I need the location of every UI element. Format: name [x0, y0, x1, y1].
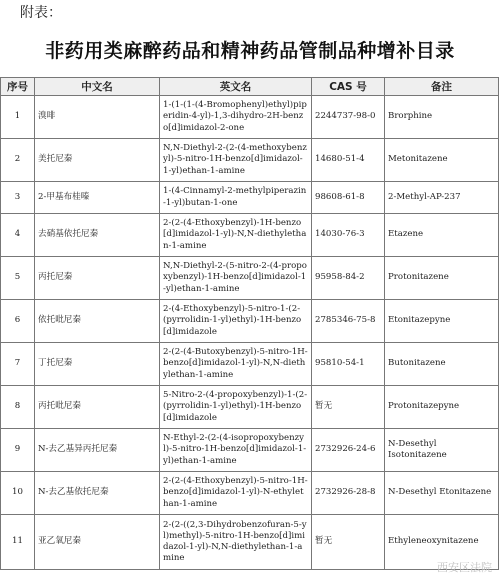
- table-row: [1, 386, 499, 429]
- cell-no: 2: [1, 139, 35, 182]
- cell-note: Protonitazepyne: [385, 386, 499, 429]
- controlled-substances-table: [0, 77, 499, 570]
- cell-cas: 暂无: [312, 515, 385, 570]
- cell-cas: 14680-51-4: [312, 139, 385, 182]
- cell-note: N-Desethyl Isotonitazene: [385, 429, 499, 472]
- cell-chinese-name: 2-甲基布桂嗪: [35, 182, 160, 214]
- column-header-no: 序号: [1, 78, 35, 96]
- table-row: [1, 472, 499, 515]
- column-header-cas: CAS 号: [312, 78, 385, 96]
- cell-chinese-name: 去硝基依托尼秦: [35, 214, 160, 257]
- cell-cas: 2732926-24-6: [312, 429, 385, 472]
- cell-cas: 95810-54-1: [312, 343, 385, 386]
- cell-english-name: 1-(1-(1-(4-Bromophenyl)ethyl)piperidin-4-yl)-1,3-dihydro-2H-benzo[d]imidazol-2-one: [160, 96, 312, 139]
- table-row: [1, 343, 499, 386]
- cell-cas: 98608-61-8: [312, 182, 385, 214]
- cell-cas: 95958-84-2: [312, 257, 385, 300]
- cell-chinese-name: N-去乙基依托尼秦: [35, 472, 160, 515]
- cell-no: 11: [1, 515, 35, 570]
- cell-chinese-name: 丙托尼秦: [35, 257, 160, 300]
- cell-note: Etazene: [385, 214, 499, 257]
- table-row: [1, 139, 499, 182]
- column-header-english-name: 英文名: [160, 78, 312, 96]
- cell-cas: 暂无: [312, 386, 385, 429]
- cell-cas: 2244737-98-0: [312, 96, 385, 139]
- watermark: 西安区法院: [437, 561, 492, 574]
- cell-chinese-name: 依托吡尼秦: [35, 300, 160, 343]
- appendix-label: 附表：: [20, 5, 62, 21]
- cell-english-name: 5-Nitro-2-(4-propoxybenzyl)-1-(2-(pyrrolidin-1-yl)ethyl)-1H-benzo[d]imidazole: [160, 386, 312, 429]
- cell-cas: 14030-76-3: [312, 214, 385, 257]
- cell-no: 6: [1, 300, 35, 343]
- table-row: [1, 257, 499, 300]
- cell-chinese-name: 美托尼秦: [35, 139, 160, 182]
- cell-note: Protonitazene: [385, 257, 499, 300]
- table-row: [1, 300, 499, 343]
- table-row: [1, 429, 499, 472]
- cell-note: Metonitazene: [385, 139, 499, 182]
- table-row: [1, 182, 499, 214]
- cell-english-name: 2-(2-(4-Ethoxybenzyl)-5-nitro-1H-benzo[d]imidazol-1-yl)-N-ethylethan-1-amine: [160, 472, 312, 515]
- cell-note: 2-Methyl-AP-237: [385, 182, 499, 214]
- cell-english-name: 2-(4-Ethoxybenzyl)-5-nitro-1-(2-(pyrrolidin-1-yl)ethyl)-1H-benzo[d]imidazole: [160, 300, 312, 343]
- column-header-chinese-name: 中文名: [35, 78, 160, 96]
- cell-cas: 2785346-75-8: [312, 300, 385, 343]
- cell-note: Butonitazene: [385, 343, 499, 386]
- cell-no: 7: [1, 343, 35, 386]
- cell-no: 4: [1, 214, 35, 257]
- cell-english-name: N,N-Diethyl-2-(2-(4-methoxybenzyl)-5-nitro-1H-benzo[d]imidazol-1-yl)ethan-1-amine: [160, 139, 312, 182]
- cell-no: 1: [1, 96, 35, 139]
- cell-chinese-name: 丁托尼秦: [35, 343, 160, 386]
- cell-no: 3: [1, 182, 35, 214]
- cell-chinese-name: 溴啡: [35, 96, 160, 139]
- cell-note: Etonitazepyne: [385, 300, 499, 343]
- table-row: [1, 515, 499, 570]
- cell-cas: 2732926-28-8: [312, 472, 385, 515]
- cell-chinese-name: N-去乙基异丙托尼秦: [35, 429, 160, 472]
- cell-english-name: N-Ethyl-2-(2-(4-isopropoxybenzyl)-5-nitro-1H-benzo[d]imidazol-1-yl)ethan-1-amine: [160, 429, 312, 472]
- cell-note: Brorphine: [385, 96, 499, 139]
- column-header-note: 备注: [385, 78, 499, 96]
- cell-chinese-name: 丙托吡尼秦: [35, 386, 160, 429]
- cell-no: 8: [1, 386, 35, 429]
- cell-english-name: 2-(2-(4-Butoxybenzyl)-5-nitro-1H-benzo[d]imidazol-1-yl)-N,N-diethylethan-1-amine: [160, 343, 312, 386]
- cell-no: 5: [1, 257, 35, 300]
- cell-chinese-name: 亚乙氧尼秦: [35, 515, 160, 570]
- cell-note: N-Desethyl Etonitazene: [385, 472, 499, 515]
- table-header-row: [1, 78, 499, 96]
- cell-english-name: N,N-Diethyl-2-(5-nitro-2-(4-propoxybenzyl)-1H-benzo[d]imidazol-1-yl)ethan-1-amine: [160, 257, 312, 300]
- cell-note: Ethyleneoxynitazene: [385, 515, 499, 570]
- cell-english-name: 1-(4-Cinnamyl-2-methylpiperazin-1-yl)butan-1-one: [160, 182, 312, 214]
- cell-no: 9: [1, 429, 35, 472]
- cell-no: 10: [1, 472, 35, 515]
- table-row: [1, 96, 499, 139]
- table-row: [1, 214, 499, 257]
- document-title: 非药用类麻醉药品和精神药品管制品种增补目录: [45, 40, 455, 62]
- cell-english-name: 2-(2-((2,3-Dihydrobenzofuran-5-yl)methyl)-5-nitro-1H-benzo[d]imidazol-1-yl)-N,N-diethylethan-1-amine: [160, 515, 312, 570]
- cell-english-name: 2-(2-(4-Ethoxybenzyl)-1H-benzo[d]imidazol-1-yl)-N,N-diethylethan-1-amine: [160, 214, 312, 257]
